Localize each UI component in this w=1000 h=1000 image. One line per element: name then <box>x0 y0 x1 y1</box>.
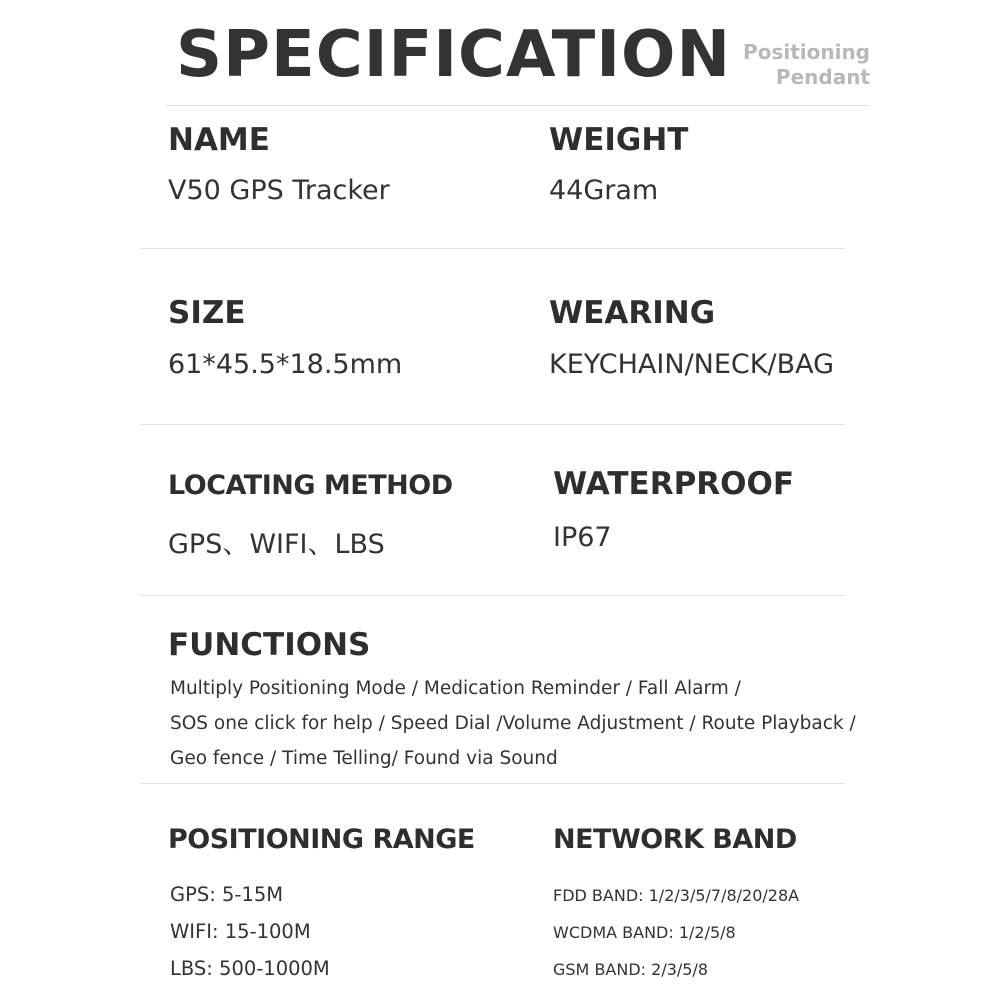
wearing-value: KEYCHAIN/NECK/BAG <box>549 349 835 380</box>
band-item-wcdma: WCDMA BAND: 1/2/5/8 <box>553 923 736 942</box>
functions-line: Multiply Positioning Mode / Medication Reminder / Fall Alarm / <box>170 678 741 699</box>
divider <box>140 248 845 249</box>
range-item-wifi: WIFI: 15-100M <box>170 920 311 943</box>
size-value: 61*45.5*18.5mm <box>168 349 403 380</box>
page-title: SPECIFICATION <box>176 18 731 92</box>
network-band-list <box>553 877 799 988</box>
locating-method-value: GPS、WIFI、LBS <box>168 529 385 560</box>
subtitle-line-1: Positioning <box>743 40 870 64</box>
divider <box>165 105 870 106</box>
name-label: NAME <box>168 122 270 158</box>
functions-line: SOS one click for help / Speed Dial /Volume Adjustment / Route Playback / <box>170 713 856 734</box>
weight-label: WEIGHT <box>549 122 689 158</box>
functions-label: FUNCTIONS <box>168 627 371 663</box>
positioning-range-label: POSITIONING RANGE <box>168 824 475 855</box>
size-label: SIZE <box>168 295 246 331</box>
network-band-label: NETWORK BAND <box>553 824 797 855</box>
product-subtitle <box>743 40 870 90</box>
band-item-gsm: GSM BAND: 2/3/5/8 <box>553 960 709 979</box>
functions-line: Geo fence / Time Telling/ Found via Sound <box>170 748 558 769</box>
name-value: V50 GPS Tracker <box>168 175 390 206</box>
locating-method-label: LOCATING METHOD <box>168 470 453 501</box>
wearing-label: WEARING <box>549 295 716 331</box>
band-item-fdd: FDD BAND: 1/2/3/5/7/8/20/28A <box>553 886 800 905</box>
waterproof-value: IP67 <box>553 522 612 553</box>
range-item-lbs: LBS: 500-1000M <box>170 957 330 980</box>
divider <box>140 595 845 596</box>
subtitle-line-2: Pendant <box>775 65 870 89</box>
weight-value: 44Gram <box>549 175 659 206</box>
divider <box>140 783 845 784</box>
functions-list <box>170 671 856 776</box>
range-item-gps: GPS: 5-15M <box>170 883 284 906</box>
waterproof-label: WATERPROOF <box>553 466 795 502</box>
divider <box>140 424 845 425</box>
positioning-range-list <box>170 876 330 987</box>
